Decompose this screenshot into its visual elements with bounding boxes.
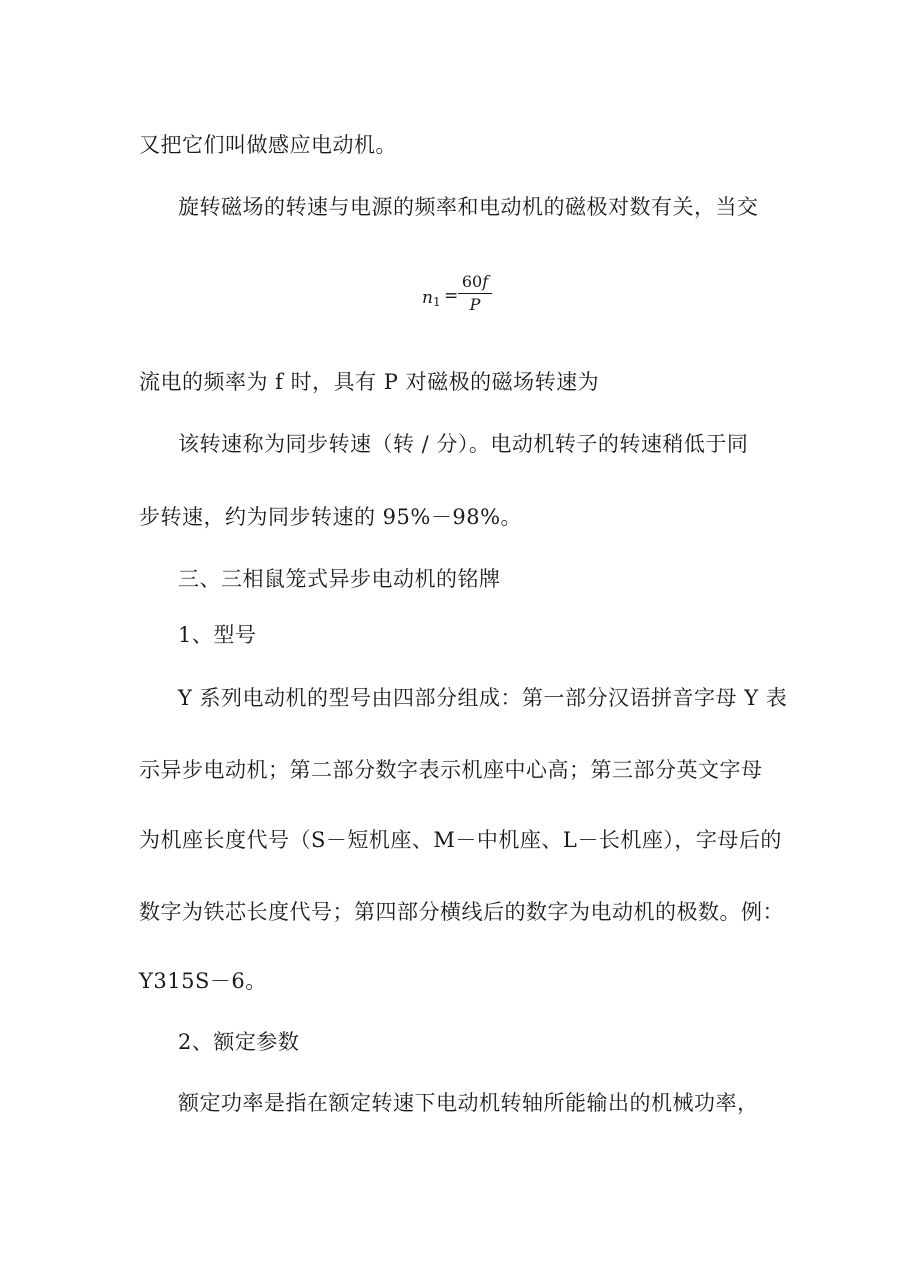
- paragraph-line: 示异步电动机；第二部分数字表示机座中心高；第三部分英文字母: [139, 758, 763, 782]
- fraction-bar: [458, 293, 492, 294]
- paragraph-line: 流电的频率为 f 时，具有 P 对磁极的磁场转速为: [139, 370, 600, 394]
- speed-formula: [418, 270, 518, 330]
- paragraph-line: 旋转磁场的转速与电源的频率和电动机的磁极对数有关，当交: [178, 195, 759, 219]
- paragraph-line: 为机座长度代号（S－短机座、M－中机座、L－长机座），字母后的: [139, 828, 782, 852]
- paragraph-line: 该转速称为同步转速（转 / 分）。电动机转子的转速稍低于同: [178, 432, 749, 456]
- paragraph-line: Y 系列电动机的型号由四部分组成：第一部分汉语拼音字母 Y 表: [178, 686, 788, 710]
- paragraph-line: Y315S－6。: [139, 969, 267, 993]
- formula-lhs: $n_1$: [422, 288, 441, 309]
- formula-fraction: [458, 272, 492, 315]
- paragraph-line: 额定功率是指在额定转速下电动机转轴所能输出的机械功率，: [178, 1091, 759, 1115]
- section-heading: 三、三相鼠笼式异步电动机的铭牌: [178, 567, 501, 591]
- formula-numerator: 60f: [461, 272, 489, 291]
- formula-denominator: P: [469, 295, 481, 314]
- paragraph-line: 又把它们叫做感应电动机。: [139, 133, 397, 157]
- paragraph-line: 步转速，约为同步转速的 95%－98%。: [139, 505, 523, 529]
- formula-equals: =: [444, 286, 459, 306]
- subsection-heading: 1、型号: [178, 623, 257, 647]
- subsection-heading: 2、额定参数: [178, 1030, 300, 1054]
- paragraph-line: 数字为铁芯长度代号；第四部分横线后的数字为电动机的极数。例：: [139, 900, 784, 924]
